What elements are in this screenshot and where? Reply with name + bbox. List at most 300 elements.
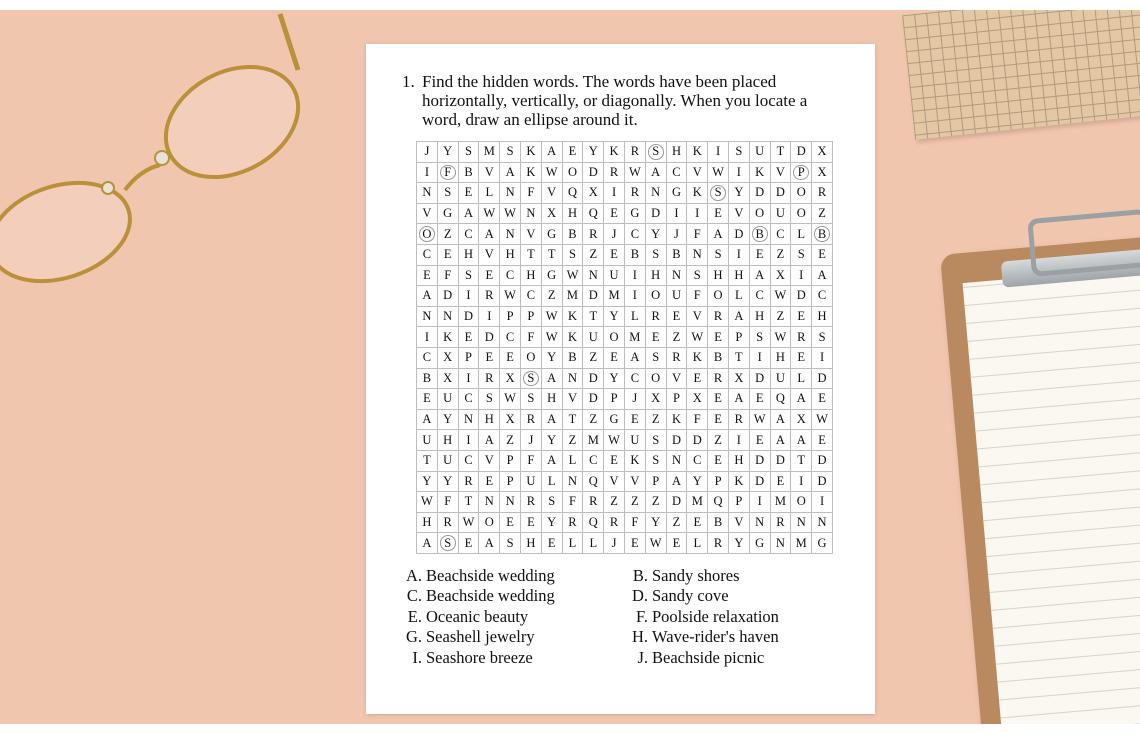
grid-cell[interactable]: H [500,245,521,266]
grid-cell[interactable]: I [687,204,708,225]
grid-cell[interactable]: H [812,307,833,328]
grid-cell[interactable]: D [750,183,771,204]
grid-cell[interactable]: C [459,389,480,410]
grid-cell[interactable]: S [500,533,521,554]
grid-cell[interactable]: W [625,163,646,184]
grid-cell[interactable]: C [625,224,646,245]
grid-cell[interactable]: K [729,472,750,493]
grid-cell[interactable]: S [459,142,480,163]
grid-cell[interactable]: E [812,430,833,451]
grid-cell[interactable]: B [417,369,438,390]
grid-cell[interactable]: V [729,513,750,534]
grid-cell[interactable]: E [500,348,521,369]
grid-cell[interactable]: C [667,163,688,184]
grid-cell[interactable]: C [625,369,646,390]
grid-cell[interactable]: F [687,224,708,245]
grid-cell[interactable]: R [521,492,542,513]
grid-cell[interactable]: O [708,286,729,307]
grid-cell[interactable]: A [479,430,500,451]
grid-cell[interactable]: I [604,183,625,204]
grid-cell[interactable]: N [563,369,584,390]
grid-cell[interactable]: A [479,224,500,245]
grid-cell[interactable]: S [646,430,667,451]
grid-cell[interactable]: M [625,327,646,348]
grid-cell[interactable]: A [417,533,438,554]
grid-cell[interactable]: I [791,472,812,493]
grid-cell[interactable]: S [708,183,729,204]
grid-cell[interactable]: R [708,369,729,390]
grid-cell[interactable]: W [812,410,833,431]
grid-cell[interactable]: E [708,389,729,410]
grid-cell[interactable]: R [563,513,584,534]
grid-cell[interactable]: I [625,286,646,307]
grid-cell[interactable]: D [687,430,708,451]
grid-cell[interactable]: E [708,327,729,348]
grid-cell[interactable]: M [687,492,708,513]
grid-cell[interactable]: I [708,142,729,163]
grid-cell[interactable]: D [771,451,792,472]
grid-cell[interactable]: O [563,163,584,184]
grid-cell[interactable]: G [667,183,688,204]
grid-cell[interactable]: W [459,513,480,534]
grid-cell[interactable]: L [583,533,604,554]
grid-cell[interactable]: S [646,142,667,163]
grid-cell[interactable]: P [729,327,750,348]
grid-cell[interactable]: Y [687,472,708,493]
grid-cell[interactable]: A [459,204,480,225]
grid-cell[interactable]: F [521,327,542,348]
grid-cell[interactable]: Q [583,472,604,493]
grid-cell[interactable]: M [583,430,604,451]
grid-cell[interactable]: N [521,204,542,225]
grid-cell[interactable]: A [479,533,500,554]
grid-cell[interactable]: S [646,348,667,369]
grid-cell[interactable]: K [625,451,646,472]
grid-cell[interactable]: W [750,410,771,431]
grid-cell[interactable]: E [708,204,729,225]
grid-cell[interactable]: I [667,204,688,225]
grid-cell[interactable]: Z [812,204,833,225]
grid-cell[interactable]: E [417,389,438,410]
grid-cell[interactable]: E [750,245,771,266]
grid-cell[interactable]: D [667,430,688,451]
grid-cell[interactable]: T [791,451,812,472]
grid-cell[interactable]: E [500,513,521,534]
grid-cell[interactable]: N [583,266,604,287]
grid-cell[interactable]: S [729,142,750,163]
grid-cell[interactable]: P [500,451,521,472]
grid-cell[interactable]: R [771,513,792,534]
grid-cell[interactable]: A [750,266,771,287]
grid-cell[interactable]: E [625,533,646,554]
grid-cell[interactable]: E [604,451,625,472]
grid-cell[interactable]: N [500,183,521,204]
grid-cell[interactable]: C [459,224,480,245]
grid-cell[interactable]: I [459,286,480,307]
grid-cell[interactable]: U [438,451,459,472]
grid-cell[interactable]: V [479,451,500,472]
grid-cell[interactable]: Q [583,513,604,534]
grid-cell[interactable]: U [771,369,792,390]
grid-cell[interactable]: E [604,245,625,266]
grid-cell[interactable]: N [417,183,438,204]
grid-cell[interactable]: X [500,369,521,390]
grid-cell[interactable]: F [563,492,584,513]
grid-cell[interactable]: S [646,451,667,472]
grid-cell[interactable]: L [479,183,500,204]
grid-cell[interactable]: M [604,286,625,307]
grid-cell[interactable]: M [771,492,792,513]
grid-cell[interactable]: E [521,513,542,534]
grid-cell[interactable]: S [542,492,563,513]
grid-cell[interactable]: L [563,533,584,554]
grid-cell[interactable]: Z [583,410,604,431]
grid-cell[interactable]: S [438,183,459,204]
grid-cell[interactable]: F [438,492,459,513]
grid-cell[interactable]: K [521,142,542,163]
grid-cell[interactable]: C [459,451,480,472]
grid-cell[interactable]: N [563,472,584,493]
grid-cell[interactable]: V [604,472,625,493]
grid-cell[interactable]: L [791,224,812,245]
grid-cell[interactable]: U [667,286,688,307]
grid-cell[interactable]: V [667,369,688,390]
grid-cell[interactable]: X [812,142,833,163]
grid-cell[interactable]: I [479,307,500,328]
grid-cell[interactable]: B [708,513,729,534]
grid-cell[interactable]: B [625,245,646,266]
grid-cell[interactable]: A [542,410,563,431]
grid-cell[interactable]: K [687,142,708,163]
grid-cell[interactable]: G [750,533,771,554]
grid-cell[interactable]: E [687,369,708,390]
grid-cell[interactable]: Y [729,533,750,554]
grid-cell[interactable]: H [729,266,750,287]
grid-cell[interactable]: Y [438,142,459,163]
grid-cell[interactable]: B [750,224,771,245]
grid-cell[interactable]: C [583,451,604,472]
grid-cell[interactable]: D [583,286,604,307]
grid-cell[interactable]: B [667,245,688,266]
grid-cell[interactable]: M [479,142,500,163]
grid-cell[interactable]: V [479,245,500,266]
grid-cell[interactable]: E [750,430,771,451]
grid-cell[interactable]: G [438,204,459,225]
grid-cell[interactable]: X [438,369,459,390]
grid-cell[interactable]: S [521,389,542,410]
grid-cell[interactable]: A [417,286,438,307]
grid-cell[interactable]: T [521,245,542,266]
grid-cell[interactable]: C [771,224,792,245]
grid-cell[interactable]: E [604,204,625,225]
grid-cell[interactable]: U [750,142,771,163]
grid-cell[interactable]: D [812,472,833,493]
grid-cell[interactable]: O [479,513,500,534]
grid-cell[interactable]: S [708,245,729,266]
grid-cell[interactable]: H [459,245,480,266]
grid-cell[interactable]: R [479,369,500,390]
grid-cell[interactable]: A [500,163,521,184]
grid-cell[interactable]: N [417,307,438,328]
grid-cell[interactable]: H [750,307,771,328]
grid-cell[interactable]: Z [667,327,688,348]
grid-cell[interactable]: D [583,389,604,410]
grid-cell[interactable]: E [646,327,667,348]
grid-cell[interactable]: N [667,451,688,472]
grid-cell[interactable]: D [583,369,604,390]
grid-cell[interactable]: W [646,533,667,554]
grid-cell[interactable]: N [812,513,833,534]
grid-cell[interactable]: A [791,389,812,410]
grid-cell[interactable]: S [750,327,771,348]
grid-cell[interactable]: O [791,183,812,204]
grid-cell[interactable]: T [583,307,604,328]
grid-cell[interactable]: S [479,389,500,410]
grid-cell[interactable]: H [521,533,542,554]
grid-cell[interactable]: X [500,410,521,431]
grid-cell[interactable]: S [646,245,667,266]
grid-cell[interactable]: B [563,224,584,245]
grid-cell[interactable]: V [417,204,438,225]
grid-cell[interactable]: D [812,369,833,390]
grid-cell[interactable]: V [729,204,750,225]
grid-cell[interactable]: I [791,266,812,287]
grid-cell[interactable]: I [750,348,771,369]
grid-cell[interactable]: P [459,348,480,369]
grid-cell[interactable]: V [771,163,792,184]
grid-cell[interactable]: E [625,410,646,431]
grid-cell[interactable]: Z [667,513,688,534]
grid-cell[interactable]: E [417,266,438,287]
grid-cell[interactable]: M [563,286,584,307]
grid-cell[interactable]: P [500,307,521,328]
grid-cell[interactable]: Q [771,389,792,410]
grid-cell[interactable]: B [812,224,833,245]
grid-cell[interactable]: Z [708,430,729,451]
grid-cell[interactable]: C [417,348,438,369]
grid-cell[interactable]: E [708,451,729,472]
grid-cell[interactable]: O [750,204,771,225]
grid-cell[interactable]: R [479,286,500,307]
grid-cell[interactable]: D [459,307,480,328]
grid-cell[interactable]: P [708,472,729,493]
grid-cell[interactable]: H [417,513,438,534]
grid-cell[interactable]: S [687,266,708,287]
grid-cell[interactable]: R [583,492,604,513]
grid-cell[interactable]: A [771,410,792,431]
grid-cell[interactable]: P [604,389,625,410]
grid-cell[interactable]: N [500,224,521,245]
grid-cell[interactable]: R [604,163,625,184]
grid-cell[interactable]: O [604,327,625,348]
grid-cell[interactable]: Z [625,492,646,513]
grid-cell[interactable]: T [563,410,584,431]
grid-cell[interactable]: H [729,451,750,472]
grid-cell[interactable]: O [791,204,812,225]
grid-cell[interactable]: N [479,492,500,513]
grid-cell[interactable]: U [625,430,646,451]
grid-cell[interactable]: Z [771,307,792,328]
grid-cell[interactable]: N [667,266,688,287]
grid-cell[interactable]: K [604,142,625,163]
grid-cell[interactable]: D [750,369,771,390]
grid-cell[interactable]: E [542,533,563,554]
grid-cell[interactable]: J [521,430,542,451]
grid-cell[interactable]: E [812,389,833,410]
grid-cell[interactable]: R [646,307,667,328]
grid-cell[interactable]: U [583,327,604,348]
grid-cell[interactable]: H [646,266,667,287]
grid-cell[interactable]: X [771,266,792,287]
grid-cell[interactable]: R [729,410,750,431]
grid-cell[interactable]: E [479,472,500,493]
grid-cell[interactable]: G [542,224,563,245]
grid-cell[interactable]: R [604,513,625,534]
grid-cell[interactable]: Y [729,183,750,204]
grid-cell[interactable]: P [729,492,750,513]
grid-cell[interactable]: Y [646,513,667,534]
grid-cell[interactable]: E [479,348,500,369]
grid-cell[interactable]: T [459,492,480,513]
grid-cell[interactable]: Y [438,410,459,431]
grid-cell[interactable]: F [625,513,646,534]
grid-cell[interactable]: X [542,204,563,225]
grid-cell[interactable]: N [438,307,459,328]
grid-cell[interactable]: W [500,286,521,307]
grid-cell[interactable]: C [687,451,708,472]
grid-cell[interactable]: G [625,204,646,225]
grid-cell[interactable]: K [563,327,584,348]
grid-cell[interactable]: W [771,327,792,348]
grid-cell[interactable]: E [750,389,771,410]
grid-cell[interactable]: A [729,307,750,328]
grid-cell[interactable]: E [459,533,480,554]
grid-cell[interactable]: E [459,183,480,204]
grid-cell[interactable]: A [771,430,792,451]
grid-cell[interactable]: I [625,266,646,287]
grid-cell[interactable]: O [646,286,667,307]
grid-cell[interactable]: K [563,307,584,328]
grid-cell[interactable]: R [521,410,542,431]
grid-cell[interactable]: R [791,327,812,348]
grid-cell[interactable]: L [791,369,812,390]
grid-cell[interactable]: V [687,307,708,328]
grid-cell[interactable]: L [625,307,646,328]
grid-cell[interactable]: D [646,204,667,225]
grid-cell[interactable]: D [812,451,833,472]
grid-cell[interactable]: S [563,245,584,266]
grid-cell[interactable]: S [521,369,542,390]
grid-cell[interactable]: R [625,183,646,204]
grid-cell[interactable]: X [812,163,833,184]
grid-cell[interactable]: H [667,142,688,163]
grid-cell[interactable]: T [729,348,750,369]
grid-cell[interactable]: B [459,163,480,184]
grid-cell[interactable]: S [500,142,521,163]
grid-cell[interactable]: D [791,142,812,163]
grid-cell[interactable]: E [459,327,480,348]
grid-cell[interactable]: X [729,369,750,390]
grid-cell[interactable]: X [791,410,812,431]
grid-cell[interactable]: F [438,266,459,287]
grid-cell[interactable]: U [771,204,792,225]
grid-cell[interactable]: F [521,183,542,204]
grid-cell[interactable]: O [521,348,542,369]
grid-cell[interactable]: E [791,348,812,369]
grid-cell[interactable]: F [687,410,708,431]
grid-cell[interactable]: K [667,410,688,431]
grid-cell[interactable]: A [667,472,688,493]
grid-cell[interactable]: N [646,183,667,204]
grid-cell[interactable]: T [542,245,563,266]
grid-cell[interactable]: Y [604,307,625,328]
grid-cell[interactable]: P [667,389,688,410]
grid-cell[interactable]: N [771,533,792,554]
grid-cell[interactable]: M [791,533,812,554]
grid-cell[interactable]: P [500,472,521,493]
grid-cell[interactable]: E [563,142,584,163]
grid-cell[interactable]: N [791,513,812,534]
grid-cell[interactable]: D [583,163,604,184]
grid-cell[interactable]: E [604,348,625,369]
grid-cell[interactable]: U [521,472,542,493]
grid-cell[interactable]: D [438,286,459,307]
grid-cell[interactable]: K [687,348,708,369]
grid-cell[interactable]: W [542,307,563,328]
grid-cell[interactable]: A [417,410,438,431]
grid-cell[interactable]: I [812,492,833,513]
grid-cell[interactable]: P [791,163,812,184]
grid-cell[interactable]: I [729,163,750,184]
grid-cell[interactable]: Z [583,245,604,266]
grid-cell[interactable]: C [500,266,521,287]
grid-cell[interactable]: Y [542,513,563,534]
grid-cell[interactable]: W [771,286,792,307]
grid-cell[interactable]: W [604,430,625,451]
grid-cell[interactable]: W [687,327,708,348]
grid-cell[interactable]: H [438,430,459,451]
grid-cell[interactable]: Z [583,348,604,369]
grid-cell[interactable]: R [667,348,688,369]
grid-cell[interactable]: Q [563,183,584,204]
grid-cell[interactable]: D [750,451,771,472]
grid-cell[interactable]: R [438,513,459,534]
grid-cell[interactable]: D [771,183,792,204]
grid-cell[interactable]: R [812,183,833,204]
grid-cell[interactable]: X [583,183,604,204]
grid-cell[interactable]: A [729,389,750,410]
grid-cell[interactable]: T [417,451,438,472]
grid-cell[interactable]: A [542,142,563,163]
grid-cell[interactable]: L [729,286,750,307]
grid-cell[interactable]: J [625,389,646,410]
grid-cell[interactable]: S [812,327,833,348]
grid-cell[interactable]: J [667,224,688,245]
grid-cell[interactable]: W [708,163,729,184]
grid-cell[interactable]: B [708,348,729,369]
grid-cell[interactable]: I [417,163,438,184]
grid-cell[interactable]: W [542,327,563,348]
grid-cell[interactable]: F [687,286,708,307]
grid-cell[interactable]: Q [708,492,729,513]
grid-cell[interactable]: W [563,266,584,287]
grid-cell[interactable]: R [583,224,604,245]
grid-cell[interactable]: E [687,513,708,534]
grid-cell[interactable]: Y [417,472,438,493]
grid-cell[interactable]: P [521,307,542,328]
grid-cell[interactable]: A [708,224,729,245]
grid-cell[interactable]: G [812,533,833,554]
